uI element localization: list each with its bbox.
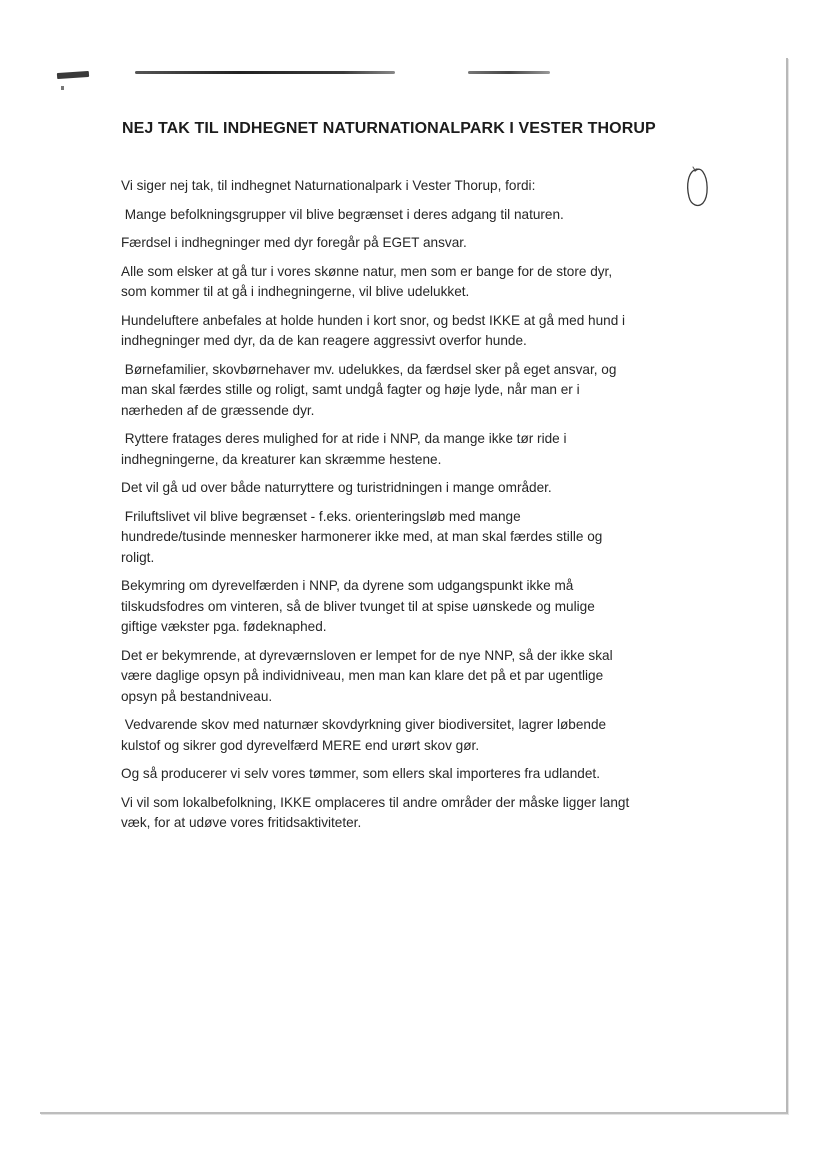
- paragraph-3: Færdsel i indhegninger med dyr foregår på EGET ansvar.: [121, 235, 467, 250]
- paragraph-8: Det vil gå ud over både naturryttere og turistridningen i mange områder.: [121, 480, 552, 495]
- paragraph-12: Vedvarende skov med naturnær skovdyrkning giver biodiversitet, lagrer løbende kulstof og sikrer god dyrevelfærd MERE end urørt skov gør.: [121, 717, 607, 753]
- paragraph-13: Og så producerer vi selv vores tømmer, som ellers skal importeres fra udlandet.: [121, 766, 600, 781]
- paragraph-1: Vi siger nej tak, til indhegnet Naturnationalpark i Vester Thorup, fordi:: [121, 178, 536, 193]
- paragraph-9: Friluftslivet vil blive begrænset - f.eks. orienteringsløb med mange hundrede/tusinde mennesker harmonerer ikke med, at man skal færdes stille og roligt.: [121, 508, 603, 565]
- paragraph-2: Mange befolkningsgrupper vil blive begrænset i deres adgang til naturen.: [121, 206, 564, 222]
- scan-artifact-line: [135, 71, 395, 74]
- scan-artifact-dot: [61, 86, 64, 90]
- scan-artifact-line-short: [468, 71, 550, 74]
- paragraph-4: Alle som elsker at gå tur i vores skønne natur, men som er bange for de store dyr, som kommer til at gå i indhegningerne, vil blive udelukket.: [121, 263, 613, 299]
- document-title: NEJ TAK TIL INDHEGNET NATURNATIONALPARK I VESTER THORUP: [122, 120, 656, 137]
- paragraph-6: Børnefamilier, skovbørnehaver mv. udelukkes, da færdsel sker på eget ansvar, og man skal færdes stille og roligt, samt undgå fagter og høje lyde, når man er i nærheden af de græssende dyr.: [121, 361, 617, 418]
- paragraph-10: Bekymring om dyrevelfærden i NNP, da dyrene som udgangspunkt ikke må tilskudsfodres om vinteren, så de bliver tvunget til at spise uønskede og mulige giftige vækster pga. fødeknaphed.: [121, 578, 595, 634]
- paragraph-5: Hundeluftere anbefales at holde hunden i kort snor, og bedst IKKE at gå med hund i indhegninger med dyr, da de kan reagere aggressivt overfor hunde.: [121, 312, 626, 348]
- document-body: [121, 176, 711, 842]
- paragraph-11: Det er bekymrende, at dyreværnsloven er lempet for de nye NNP, så der ikke skal være daglige opsyn på individniveau, men man kan klare det på et par ugentlige opsyn på bestandniveau.: [121, 647, 613, 704]
- paragraph-7: Ryttere fratages deres mulighed for at ride i NNP, da mange ikke tør ride i indhegningerne, da kreaturer kan skræmme hestene.: [121, 431, 567, 467]
- paragraph-14: Vi vil som lokalbefolkning, IKKE omplaceres til andre områder der måske ligger langt væk, for at udøve vores fritidsaktiviteter.: [121, 794, 630, 830]
